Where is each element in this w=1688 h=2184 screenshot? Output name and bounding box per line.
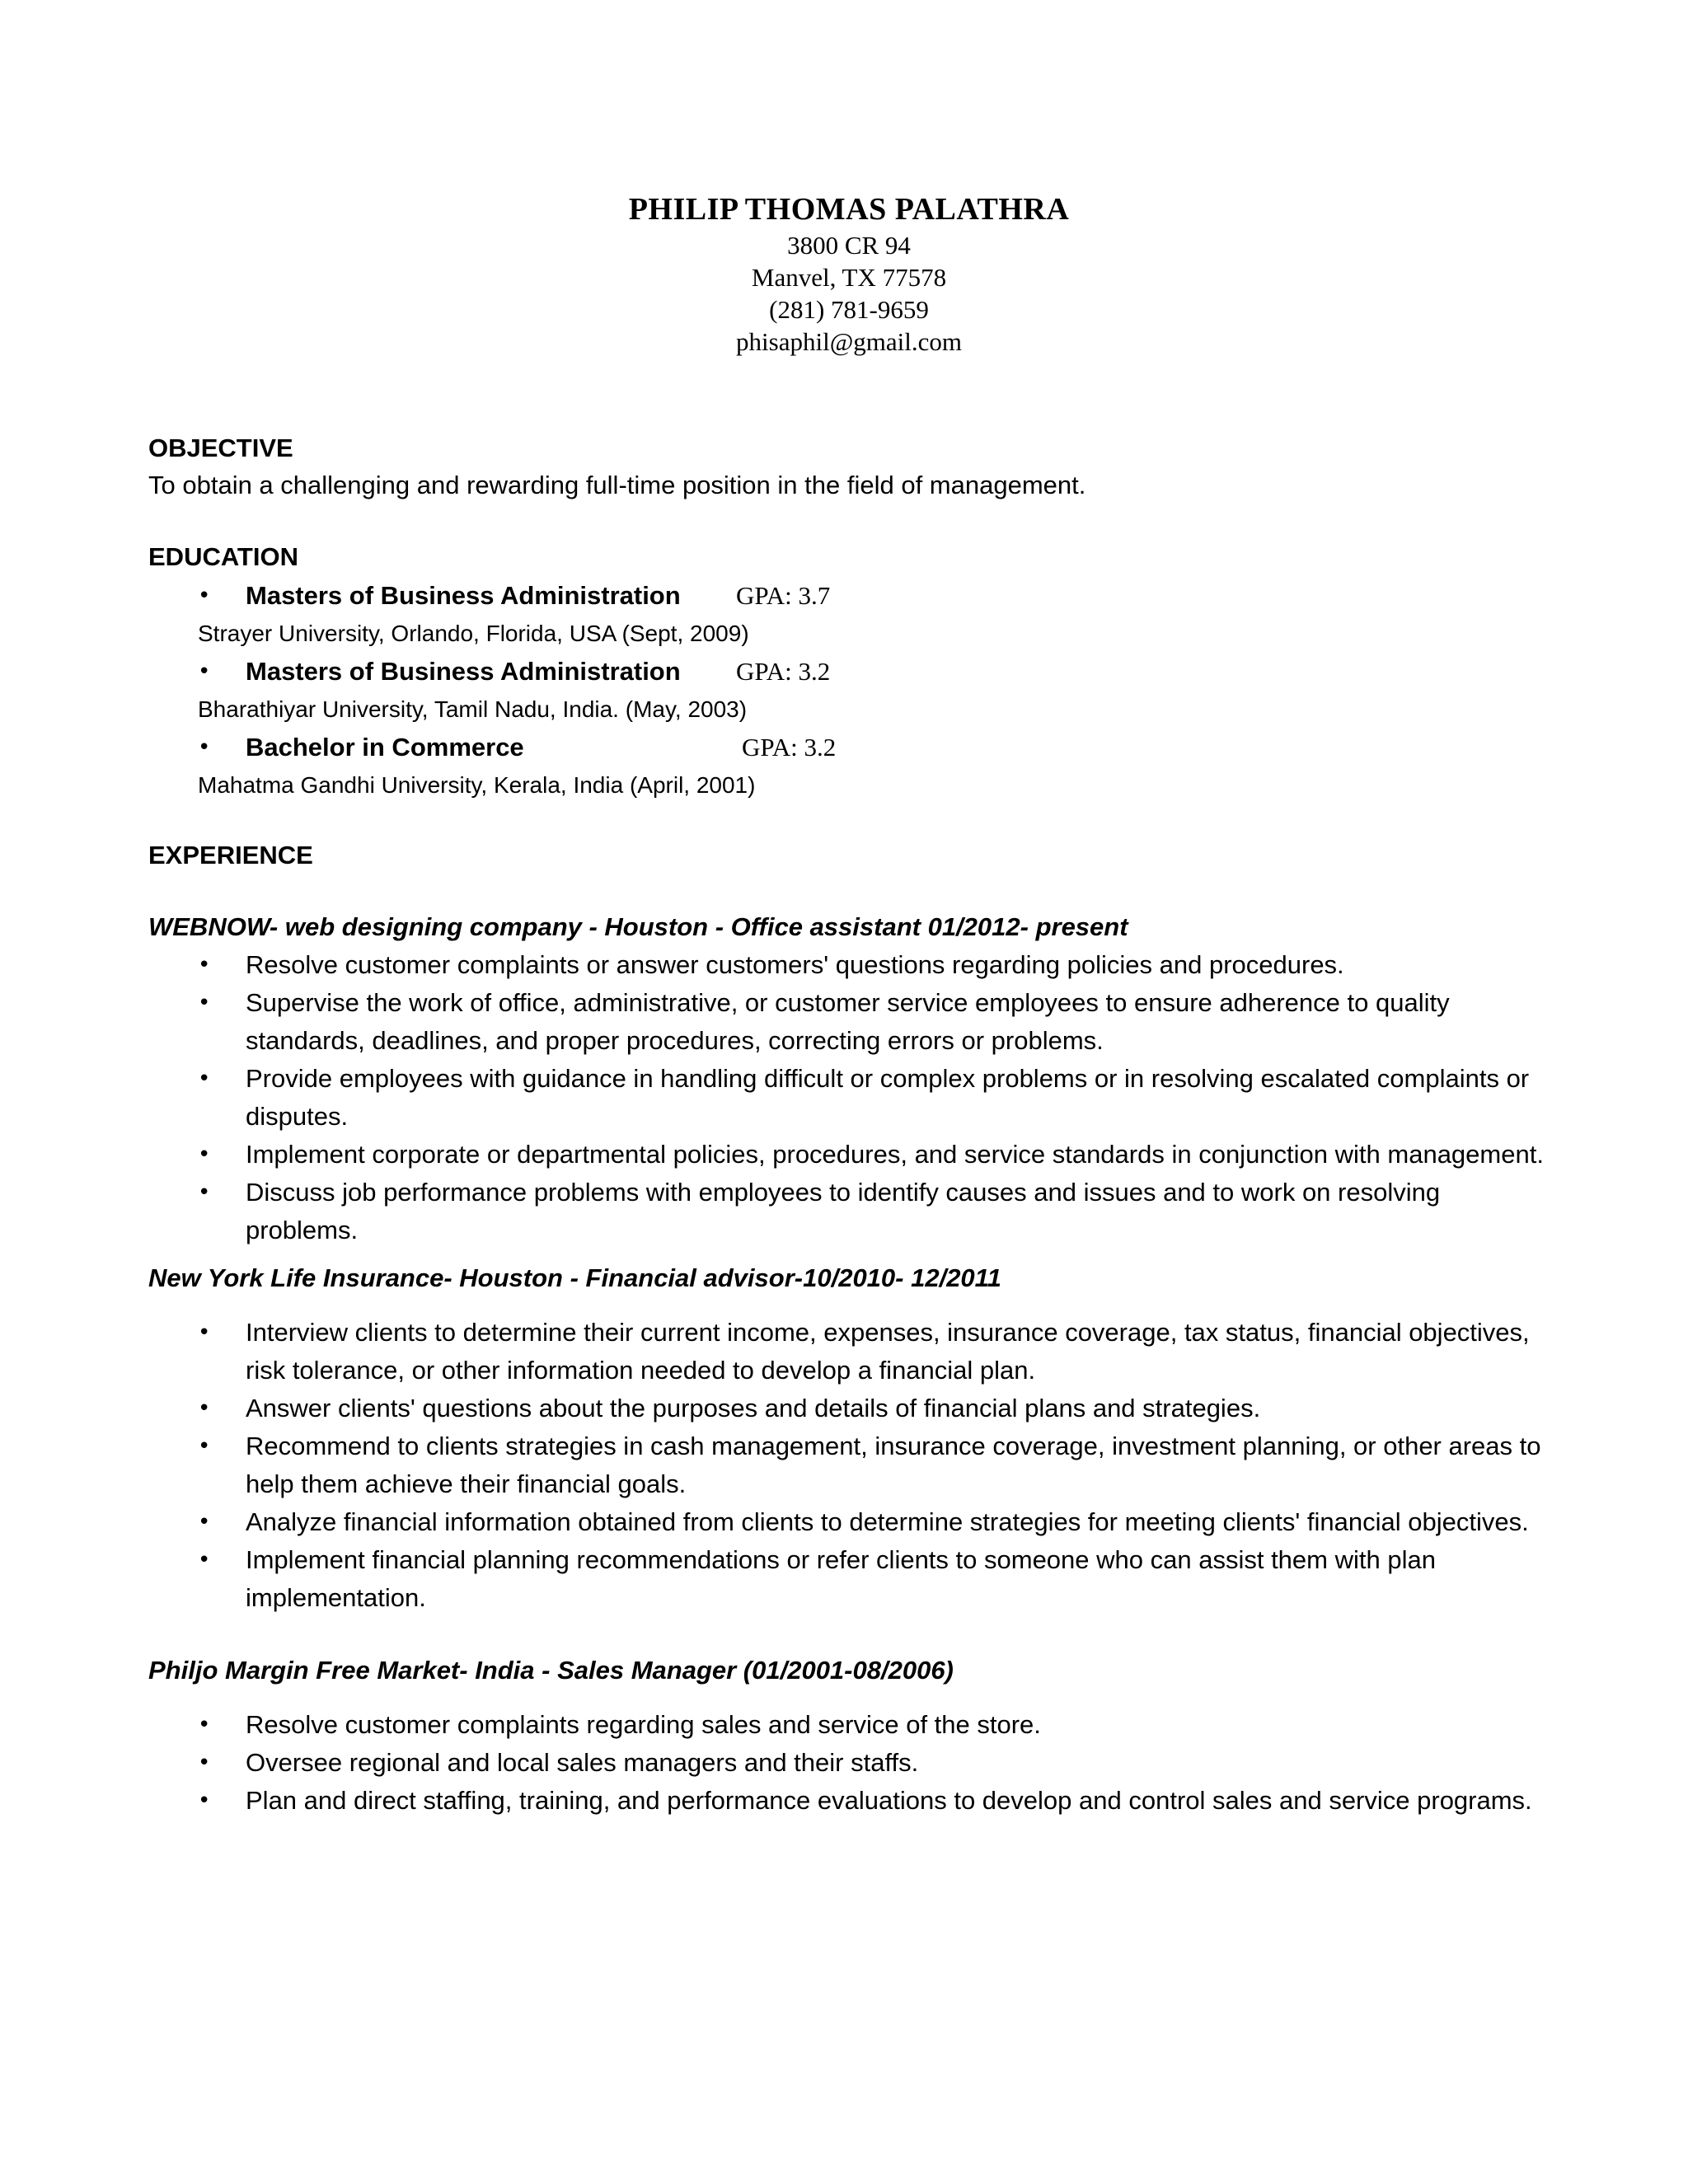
job-duties-list (148, 946, 1550, 1249)
school-info: Strayer University, Orlando, Florida, USA (Sept, 2009) (198, 621, 749, 646)
job-duty (148, 1174, 1550, 1249)
bullet-icon: • (198, 1142, 211, 1167)
bullet-icon: • (198, 1180, 211, 1205)
gpa-value: GPA: 3.7 (736, 581, 831, 610)
bullet-icon: • (198, 1396, 211, 1421)
objective-title: OBJECTIVE (148, 434, 293, 462)
degree-name: Masters of Business Administration (246, 657, 681, 686)
resume-page (148, 190, 1550, 1820)
education-list (148, 575, 1550, 803)
phone-number: (281) 781-9659 (769, 295, 929, 324)
experience-section (148, 837, 1550, 1820)
bullet-icon: • (198, 735, 211, 760)
job-duty (148, 1706, 1550, 1744)
education-title: EDUCATION (148, 542, 298, 571)
bullet-icon: • (198, 1788, 211, 1813)
job-duty (148, 1060, 1550, 1136)
job-duty (148, 1503, 1550, 1541)
job-duty (148, 1541, 1550, 1617)
job-entry (148, 1259, 1550, 1617)
school-info: Mahatma Gandhi University, Kerala, India (April, 2001) (198, 772, 756, 798)
resume-header (148, 190, 1550, 358)
gpa-value: GPA: 3.2 (742, 733, 837, 762)
education-section (148, 539, 1550, 803)
education-item-head (148, 727, 1550, 768)
job-entry (148, 1652, 1550, 1820)
job-duty-text: Supervise the work of office, administrative, or customer service employees to ensure adherence to quality standards, deadlines, and proper procedures, correcting errors or problems. (246, 988, 1450, 1055)
job-duty (148, 1427, 1550, 1503)
job-title: Philjo Margin Free Market- India - Sales Manager (01/2001-08/2006) (148, 1656, 954, 1685)
job-duty-text: Implement corporate or departmental policies, procedures, and service standards in conjunction with management. (246, 1140, 1544, 1169)
candidate-name: PHILIP THOMAS PALATHRA (628, 192, 1070, 227)
job-duty (148, 1744, 1550, 1782)
job-duty (148, 1136, 1550, 1174)
bullet-icon: • (198, 1548, 211, 1572)
education-item-head (148, 575, 1550, 616)
objective-text: To obtain a challenging and rewarding full-time position in the field of management. (148, 471, 1086, 499)
bullet-icon: • (198, 1750, 211, 1775)
job-duty (148, 1314, 1550, 1390)
bullet-icon: • (198, 1713, 211, 1737)
education-item (148, 575, 1550, 651)
education-item-head (148, 651, 1550, 692)
bullet-icon: • (198, 991, 211, 1015)
email-address: phisaphil@gmail.com (736, 327, 962, 356)
job-duty-text: Oversee regional and local sales managers and their staffs. (246, 1748, 919, 1777)
degree-name: Masters of Business Administration (246, 581, 681, 610)
job-duty (148, 946, 1550, 984)
job-duty-text: Resolve customer complaints or answer customers' questions regarding policies and procedures. (246, 950, 1344, 979)
bullet-icon: • (198, 1066, 211, 1091)
gpa-value: GPA: 3.2 (736, 657, 831, 686)
bullet-icon: • (198, 1510, 211, 1535)
address-line-1: 3800 CR 94 (787, 231, 911, 260)
job-duty-text: Resolve customer complaints regarding sales and service of the store. (246, 1710, 1041, 1739)
job-duty-text: Recommend to clients strategies in cash management, insurance coverage, investment planning, or other areas to help them achieve their financial goals. (246, 1432, 1541, 1498)
education-item (148, 727, 1550, 803)
bullet-icon: • (198, 953, 211, 977)
address-line-2: Manvel, TX 77578 (751, 263, 947, 292)
job-duty (148, 984, 1550, 1060)
job-duty-text: Interview clients to determine their current income, expenses, insurance coverage, tax status, financial objectives, risk tolerance, or other information needed to develop a financial plan. (246, 1318, 1530, 1385)
experience-title: EXPERIENCE (148, 841, 313, 869)
bullet-icon: • (198, 1434, 211, 1459)
education-item (148, 651, 1550, 727)
job-duty (148, 1782, 1550, 1820)
degree-name: Bachelor in Commerce (246, 733, 524, 762)
job-title: New York Life Insurance- Houston - Financial advisor-10/2010- 12/2011 (148, 1263, 1001, 1292)
bullet-icon: • (198, 1320, 211, 1345)
school-info: Bharathiyar University, Tamil Nadu, India. (May, 2003) (198, 696, 748, 722)
job-duty (148, 1390, 1550, 1427)
bullet-icon: • (198, 583, 211, 608)
objective-section (148, 430, 1550, 504)
job-entry (148, 908, 1550, 1249)
job-title: WEBNOW- web designing company - Houston - Office assistant 01/2012- present (148, 912, 1128, 941)
job-duty-text: Plan and direct staffing, training, and performance evaluations to develop and control sales and service programs. (246, 1786, 1532, 1815)
job-duties-list (148, 1706, 1550, 1820)
job-duty-text: Answer clients' questions about the purposes and details of financial plans and strategies. (246, 1394, 1261, 1422)
job-duty-text: Analyze financial information obtained from clients to determine strategies for meeting clients' financial objectives. (246, 1507, 1529, 1536)
job-duty-text: Provide employees with guidance in handling difficult or complex problems or in resolving escalated complaints or disputes. (246, 1064, 1530, 1131)
job-duties-list (148, 1314, 1550, 1617)
bullet-icon: • (198, 659, 211, 684)
job-duty-text: Implement financial planning recommendations or refer clients to someone who can assist them with plan implementation. (246, 1545, 1436, 1612)
job-duty-text: Discuss job performance problems with employees to identify causes and issues and to work on resolving problems. (246, 1178, 1441, 1244)
